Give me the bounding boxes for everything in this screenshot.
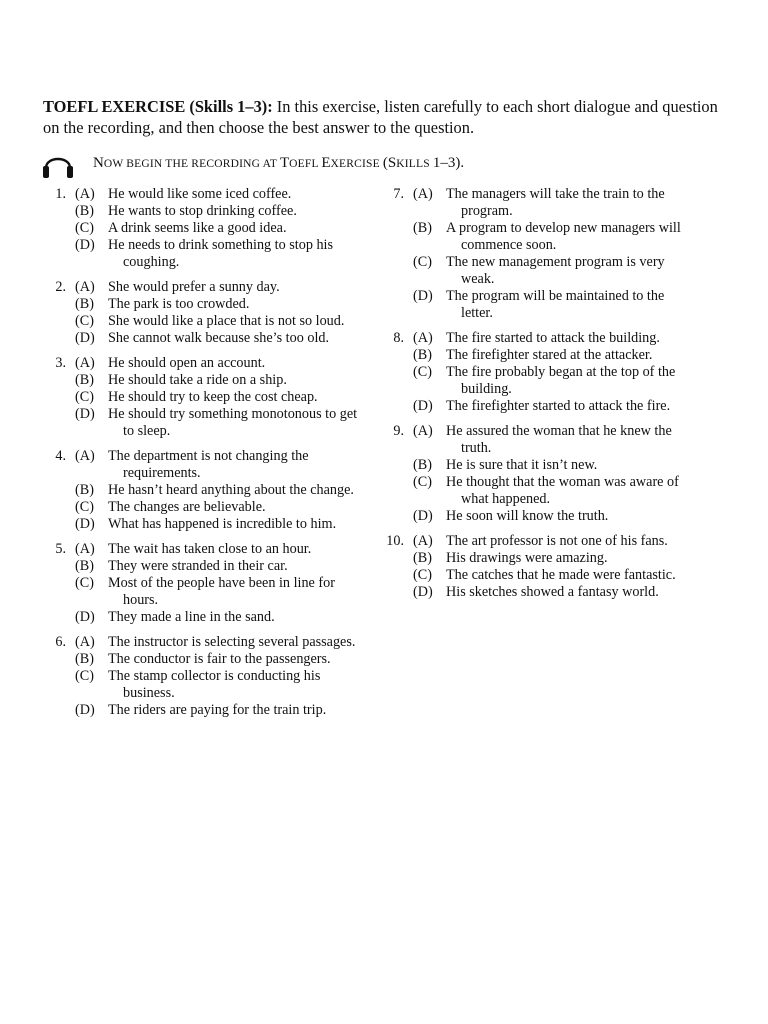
option-letter: (C) [75,220,94,236]
answer-option [75,702,360,719]
option-text: He should try something monotonous to get to sleep. [108,406,358,439]
answer-option [75,651,360,668]
option-text: The fire started to attack the building. [446,330,660,346]
option-text: He thought that the woman was aware of what happened. [446,474,679,507]
answer-option [75,330,360,347]
recording-instruction: NOW BEGIN THE RECORDING AT TOEFL EXERCISE (SKILLS 1–3). [93,155,465,171]
answer-option [413,550,698,567]
option-letter: (A) [75,448,95,464]
question-number: 1. [55,186,66,202]
question-number: 4. [55,448,66,464]
option-text: The art professor is not one of his fans. [446,533,668,549]
question-number: 5. [55,541,66,557]
answer-option [75,448,360,482]
option-letter: (A) [75,355,95,371]
option-text: The firefighter started to attack the fire. [446,398,671,414]
option-letter: (B) [413,220,432,236]
option-letter: (A) [413,186,433,202]
option-letter: (B) [75,651,94,667]
option-letter: (D) [413,288,433,304]
answer-option [413,533,698,550]
option-text: The fire probably began at the top of the building. [446,364,676,397]
option-letter: (D) [75,702,95,718]
question-number: 8. [393,330,404,346]
question-item [40,355,360,440]
answer-option [75,516,360,533]
option-letter: (D) [413,508,433,524]
question-column-left [40,186,360,727]
option-text: They made a line in the sand. [108,609,275,625]
answer-option [75,237,360,271]
option-text: He soon will know the truth. [446,508,609,524]
exercise-title: TOEFL EXERCISE (Skills 1–3): [43,97,273,116]
answer-option [75,389,360,406]
option-letter: (A) [75,279,95,295]
answer-option [413,508,698,525]
answer-option [413,220,698,254]
option-letter: (D) [75,237,95,253]
option-text: Most of the people have been in line for hours. [108,575,335,608]
option-letter: (C) [75,668,94,684]
question-item [378,186,698,322]
answer-option [75,220,360,237]
answer-option [75,482,360,499]
headphones-icon [40,148,76,180]
option-text: She cannot walk because she’s too old. [108,330,330,346]
question-item [40,186,360,271]
recording-note [40,146,680,180]
option-text: The department is not changing the requirements. [108,448,309,481]
question-item [40,541,360,626]
answer-option [75,499,360,516]
answer-option [75,279,360,296]
answer-option [413,474,698,508]
option-letter: (C) [75,389,94,405]
option-letter: (A) [413,330,433,346]
option-letter: (A) [413,533,433,549]
option-letter: (B) [75,296,94,312]
option-letter: (B) [75,482,94,498]
answer-option [413,254,698,288]
option-text: The changes are believable. [108,499,266,515]
option-text: He should try to keep the cost cheap. [108,389,318,405]
question-item [40,634,360,719]
option-letter: (B) [413,550,432,566]
option-letter: (B) [75,203,94,219]
option-text: A program to develop new managers will commence soon. [446,220,681,253]
answer-option [75,296,360,313]
question-number: 9. [393,423,404,439]
answer-option [413,398,698,415]
option-letter: (C) [75,313,94,329]
option-letter: (D) [75,516,95,532]
question-item [378,330,698,415]
option-letter: (B) [75,558,94,574]
answer-option [75,558,360,575]
question-number: 10. [386,533,404,549]
option-text: He should open an account. [108,355,266,371]
option-letter: (B) [413,347,432,363]
option-text: The program will be maintained to the letter. [446,288,665,321]
option-text: He assured the woman that he knew the truth. [446,423,672,456]
question-item [378,423,698,525]
option-text: What has happened is incredible to him. [108,516,337,532]
answer-option [413,288,698,322]
answer-option [75,609,360,626]
question-item [378,533,698,601]
option-text: The conductor is fair to the passengers. [108,651,331,667]
option-text: The instructor is selecting several passages. [108,634,356,650]
option-text: He should take a ride on a ship. [108,372,287,388]
option-letter: (D) [413,398,433,414]
exercise-header [43,96,733,138]
answer-option [413,457,698,474]
answer-option [413,423,698,457]
option-letter: (D) [75,609,95,625]
option-text: He is sure that it isn’t new. [446,457,598,473]
answer-option [413,584,698,601]
option-letter: (A) [75,634,95,650]
option-letter: (C) [413,474,432,490]
option-letter: (C) [75,575,94,591]
option-text: The riders are paying for the train trip. [108,702,327,718]
answer-option [413,567,698,584]
option-text: His drawings were amazing. [446,550,608,566]
option-text: The stamp collector is conducting his business. [108,668,321,701]
question-number: 6. [55,634,66,650]
answer-option [413,330,698,347]
option-letter: (B) [413,457,432,473]
question-column-right [378,186,698,609]
option-letter: (A) [75,541,95,557]
answer-option [75,406,360,440]
answer-option [75,541,360,558]
answer-option [75,355,360,372]
answer-option [75,203,360,220]
option-text: They were stranded in their car. [108,558,288,574]
option-letter: (D) [413,584,433,600]
option-letter: (C) [413,567,432,583]
option-text: He would like some iced coffee. [108,186,292,202]
option-text: He needs to drink something to stop his coughing. [108,237,334,270]
option-letter: (D) [75,330,95,346]
option-letter: (C) [413,254,432,270]
option-letter: (C) [75,499,94,515]
exercise-instructions: In this exercise, listen carefully to each short dialogue and question on the recording, and then choose the best answer to the question. [43,97,718,137]
option-text: The wait has taken close to an hour. [108,541,312,557]
answer-option [75,372,360,389]
option-letter: (C) [413,364,432,380]
answer-option [75,668,360,702]
option-text: He wants to stop drinking coffee. [108,203,297,219]
option-text: She would like a place that is not so loud. [108,313,345,329]
option-text: His sketches showed a fantasy world. [446,584,659,600]
option-letter: (B) [75,372,94,388]
option-letter: (D) [75,406,95,422]
question-number: 7. [393,186,404,202]
option-letter: (A) [413,423,433,439]
answer-option [75,313,360,330]
question-number: 2. [55,279,66,295]
question-item [40,448,360,533]
option-text: A drink seems like a good idea. [108,220,287,236]
answer-option [75,634,360,651]
question-number: 3. [55,355,66,371]
answer-option [75,186,360,203]
answer-option [413,347,698,364]
option-text: He hasn’t heard anything about the change. [108,482,354,498]
option-text: The catches that he made were fantastic. [446,567,676,583]
answer-option [75,575,360,609]
option-text: The park is too crowded. [108,296,250,312]
question-item [40,279,360,347]
option-text: The new management program is very weak. [446,254,665,287]
option-letter: (A) [75,186,95,202]
option-text: She would prefer a sunny day. [108,279,280,295]
option-text: The firefighter stared at the attacker. [446,347,653,363]
option-text: The managers will take the train to the program. [446,186,665,219]
answer-option [413,186,698,220]
answer-option [413,364,698,398]
